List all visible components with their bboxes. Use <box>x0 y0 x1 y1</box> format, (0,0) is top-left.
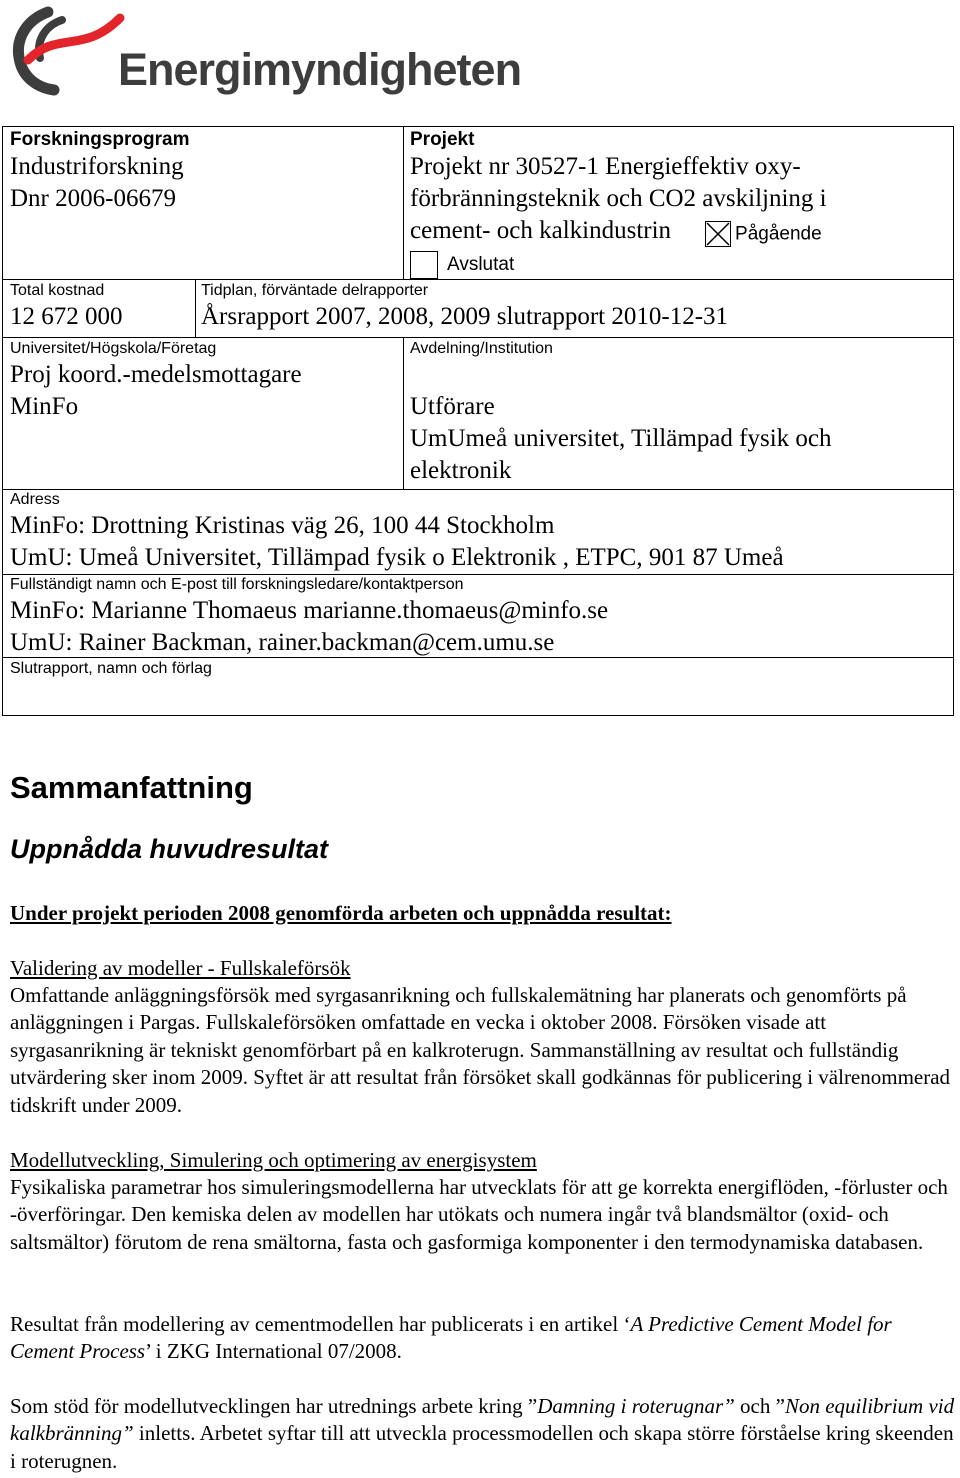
col-divider <box>403 127 404 280</box>
article-title: A Predictive Cement Model for Cement Process <box>10 1312 892 1364</box>
total-value: 12 672 000 <box>10 303 123 330</box>
section-title-modellutveckling: Modellutveckling, Simulering och optimering av energisystem <box>10 1148 537 1172</box>
program-value: Industriforskning <box>10 153 184 180</box>
adress-label: Adress <box>10 491 60 508</box>
pagaende-label: Pågående <box>735 223 822 245</box>
avslutat-label: Avslutat <box>447 254 515 275</box>
adress-cell <box>10 490 784 574</box>
avslutat-checkbox[interactable] <box>410 251 438 279</box>
avd-label: Avdelning/Institution <box>410 340 553 357</box>
kontakt-cell <box>10 575 608 659</box>
section-text-validering: Omfattande anläggningsförsök med syrgasanrikning och fullskalemätning har planerats och genomförts på anläggningen i Pargas. Fullskaleförsöken omfattade en vecka i oktober 2008. Försöken visade att syrgasanrikning är tekniskt genomförbart på en kalkroterugn. Sammanställning av resultat och fullständig utvärdering sker inom 2009. Syftet är att resultat från försöket skall godkännas för publicering i välrenommerad tidskrift under 2009. <box>10 983 951 1117</box>
text-span: inletts. Arbetet syftar till att utveckla processmodellen och skapa större förståelse kring skeenden i roterugnen. <box>10 1421 954 1473</box>
avd-line: elektronik <box>410 457 512 484</box>
col-divider <box>195 279 196 337</box>
text-span: Som stöd för modellutvecklingen har utrednings arbete kring ” <box>10 1394 538 1418</box>
projekt-line: cement- och kalkindustrin <box>410 217 672 244</box>
adress-line: UmU: Umeå Universitet, Tillämpad fysik o Elektronik , ETPC, 901 87 Umeå <box>10 544 784 571</box>
total-cell <box>10 281 123 333</box>
projekt-label: Projekt <box>410 129 475 150</box>
avd-line: UmUmeå universitet, Tillämpad fysik och <box>410 425 832 452</box>
section-title-validering: Validering av modeller - Fullskaleförsök <box>10 956 351 980</box>
univ-line: Proj koord.-medelsmottagare <box>10 361 302 388</box>
paragraph-publication <box>10 1311 960 1366</box>
kontakt-label: Fullständigt namn och E-post till forskningsledare/kontaktperson <box>10 576 464 593</box>
period-heading: Under projekt perioden 2008 genomförda arbeten och uppnådda resultat: <box>10 901 672 925</box>
results-subheading: Uppnådda huvudresultat <box>10 834 329 864</box>
col-divider <box>403 337 404 489</box>
kontakt-line: MinFo: Marianne Thomaeus marianne.thomaeus@minfo.se <box>10 597 609 624</box>
study-title: Damning i roterugnar” <box>537 1394 735 1418</box>
text-span: och ” <box>734 1394 785 1418</box>
tidplan-label: Tidplan, förväntade delrapporter <box>201 282 429 299</box>
slutrapport-label: Slutrapport, namn och förlag <box>10 660 212 677</box>
univ-label: Universitet/Högskola/Företag <box>10 340 217 357</box>
study-title: Non equilibrium vid kalkbränning” <box>10 1394 955 1446</box>
pagaende-checkbox[interactable] <box>705 221 731 247</box>
logo-wordmark: Energimyndigheten <box>118 44 522 95</box>
avd-cell <box>410 339 831 487</box>
projekt-line: förbränningsteknik och CO2 avskiljning i <box>410 185 827 212</box>
energimyndigheten-logo <box>8 0 522 105</box>
adress-line: MinFo: Drottning Kristinas väg 26, 100 44 Stockholm <box>10 512 555 539</box>
program-cell <box>10 129 189 215</box>
text-span: Resultat från modellering av cementmodellen har publicerats i en artikel ‘ <box>10 1312 631 1336</box>
tidplan-value: Årsrapport 2007, 2008, 2009 slutrapport 2010-12-31 <box>201 303 729 330</box>
text-span: ’ i ZKG International 07/2008. <box>145 1339 402 1364</box>
projekt-cell <box>410 129 827 279</box>
tidplan-cell <box>201 281 728 333</box>
row-divider <box>3 279 953 280</box>
projekt-line: Projekt nr 30527-1 Energieffektiv oxy- <box>410 153 801 180</box>
project-info-form <box>2 126 954 716</box>
kontakt-line: UmU: Rainer Backman, rainer.backman@cem.umu.se <box>10 629 555 656</box>
avd-line: Utförare <box>410 393 495 420</box>
dnr-value: Dnr 2006-06679 <box>10 185 176 212</box>
program-label: Forskningsprogram <box>10 129 190 150</box>
logo-swoosh-icon <box>8 0 128 105</box>
checked-x-icon <box>706 222 730 246</box>
summary-heading: Sammanfattning <box>10 770 253 805</box>
slutrapport-cell <box>10 659 212 679</box>
univ-line: MinFo <box>10 393 79 420</box>
paragraph-investigations <box>10 1393 960 1475</box>
univ-cell <box>10 339 302 423</box>
total-label: Total kostnad <box>10 282 105 299</box>
section-text-modellutveckling: Fysikaliska parametrar hos simuleringsmodellerna har utvecklats för att ge korrekta energiflöden, -förluster och -överföringar. Den kemiska delen av modellen har utökats och numera ingår två blandsmältor (oxid- och saltsmältor) förutom de rena smältorna, fasta och gasformiga komponenter i den termodynamiska databasen. <box>10 1175 948 1254</box>
row-divider <box>3 337 953 338</box>
